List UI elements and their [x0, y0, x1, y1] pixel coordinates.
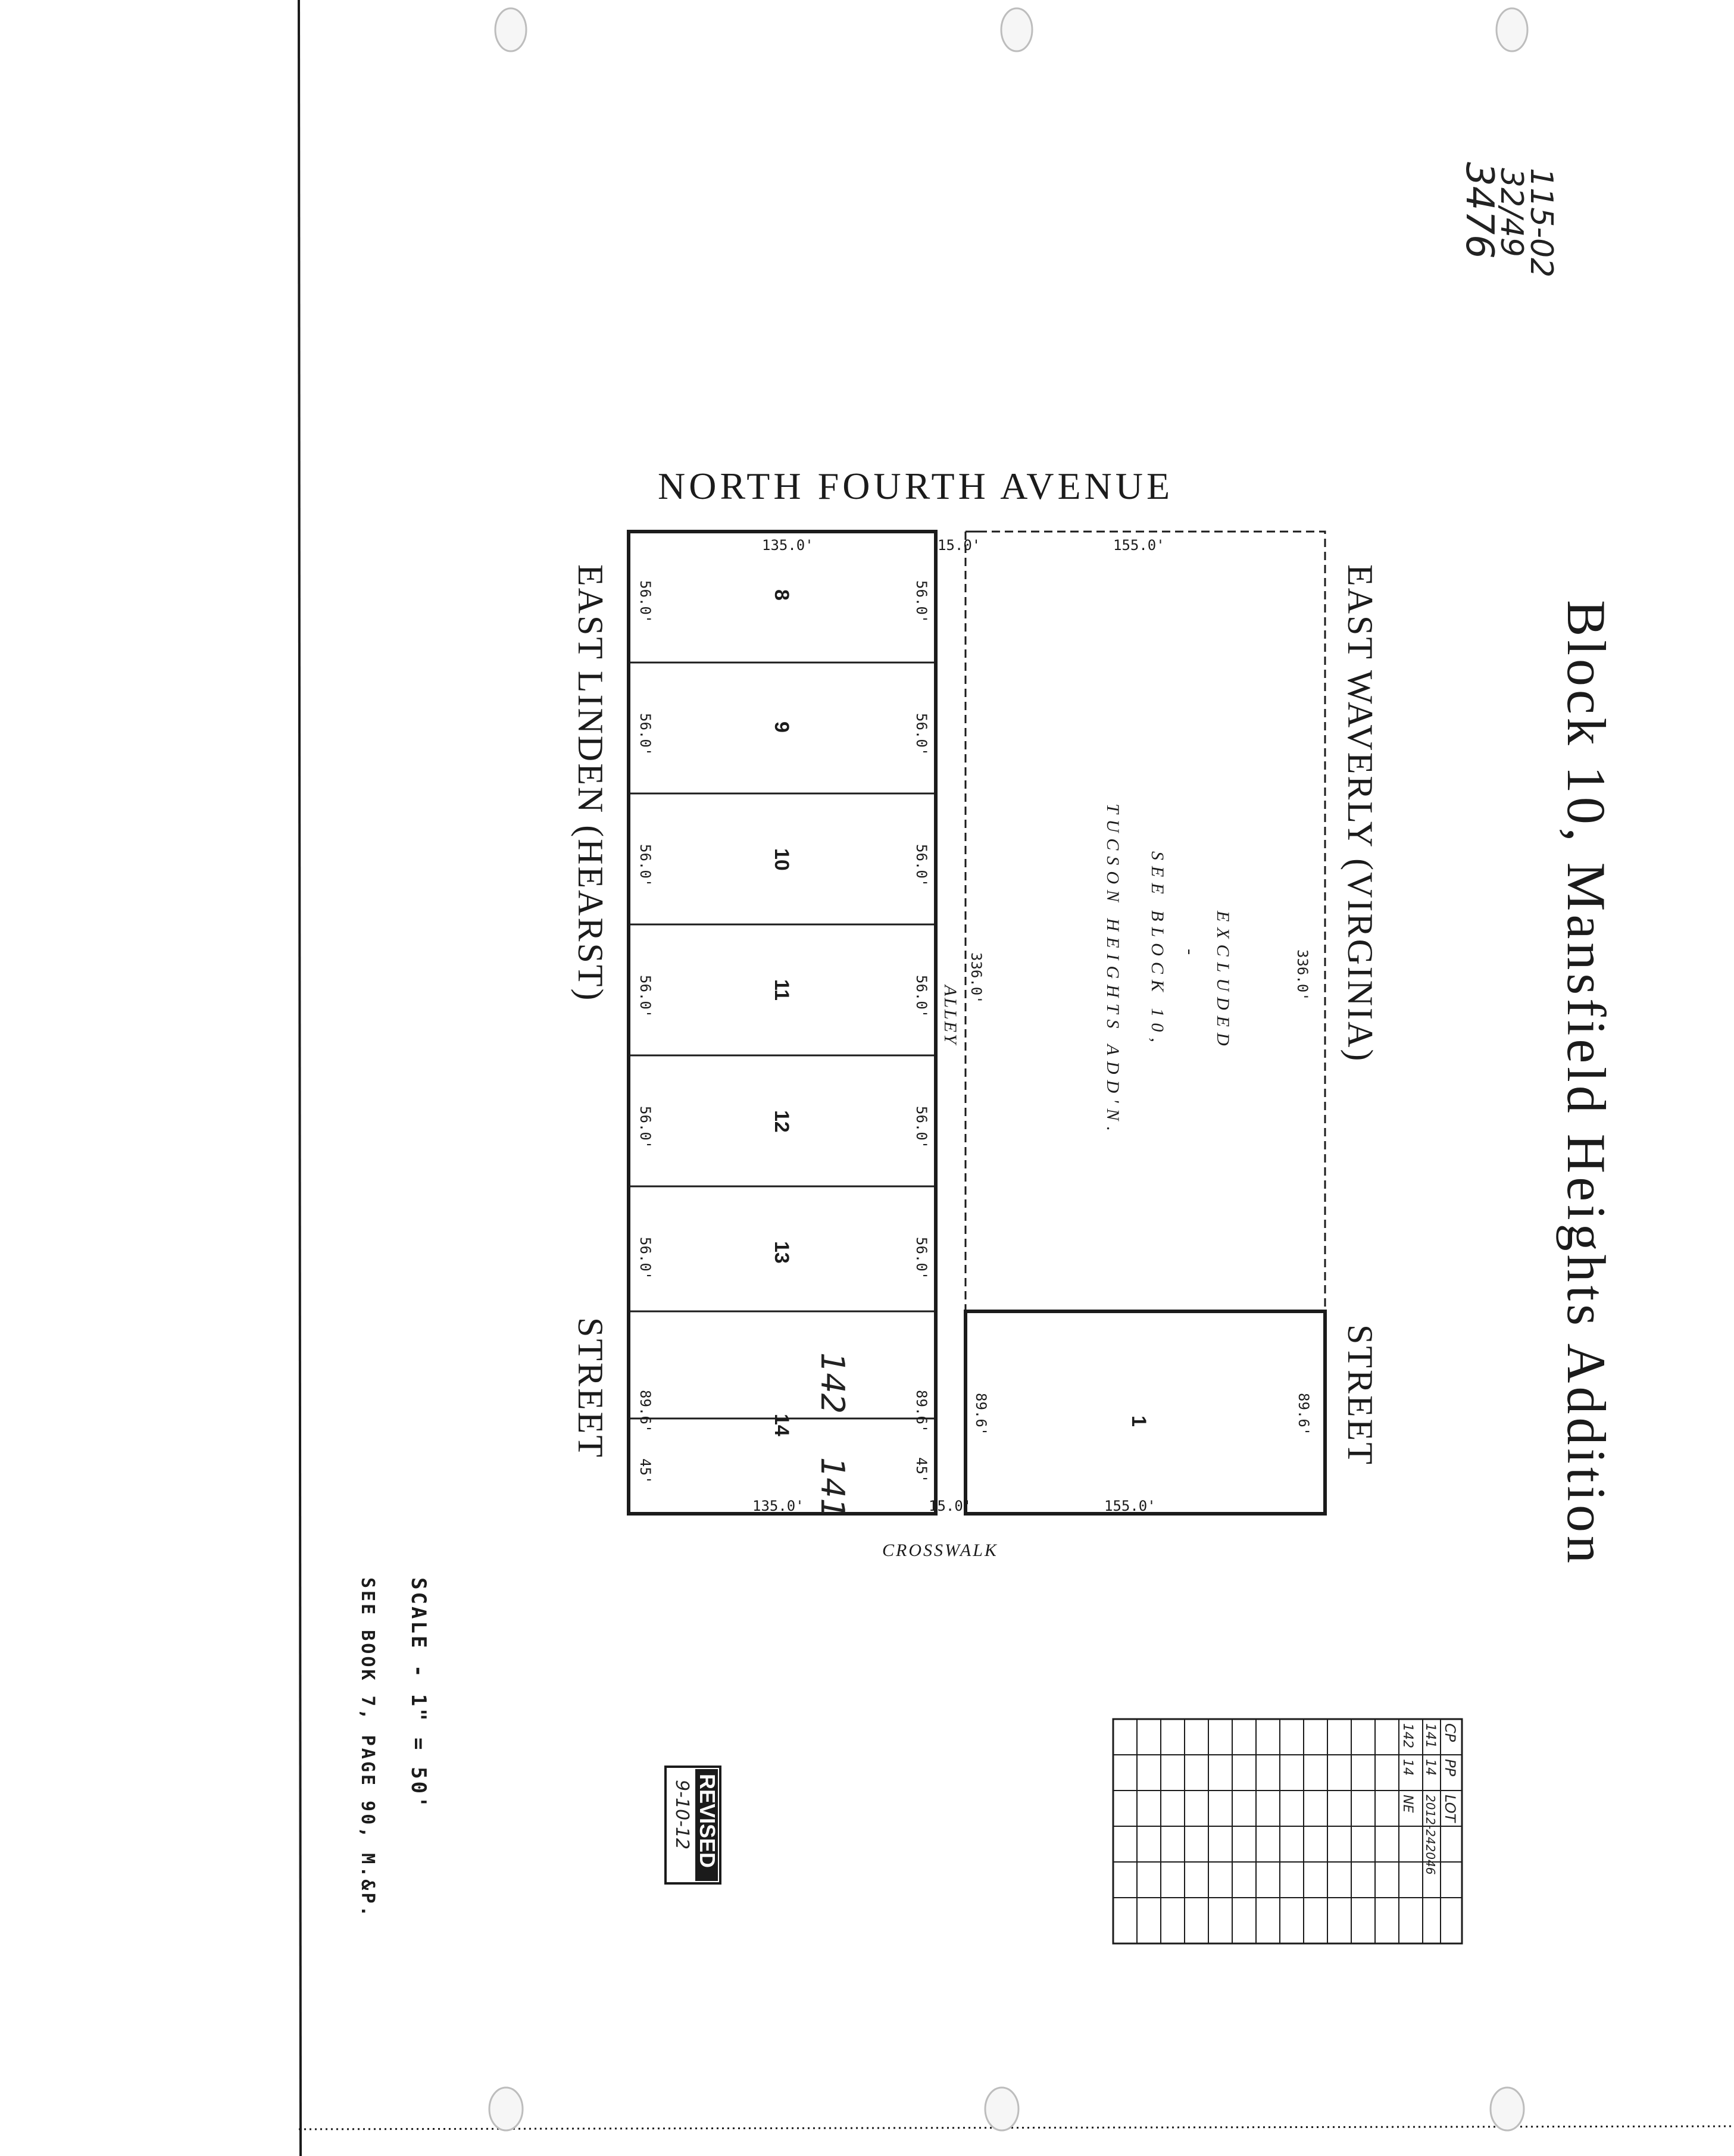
stamp-date: 9-10-12 [671, 1780, 692, 1850]
dim-lot-back: 56.0' [913, 713, 930, 757]
excluded-line2: - [1180, 949, 1200, 961]
dim-lot-depth-bottom: 135.0' [752, 1498, 804, 1514]
revised-stamp [666, 1767, 720, 1883]
dim-north-parcel-bottom: 155.0' [1104, 1498, 1156, 1514]
dim-lot-front: 56.0' [637, 975, 654, 1018]
street-east-waverly: EAST WAVERLY (VIRGINIA) [1341, 564, 1380, 1063]
excluded-line3: SEE BLOCK 10, [1148, 851, 1167, 1048]
file-ref-line1: 115-02 [1523, 168, 1559, 278]
dim-lot-front: 56.0' [637, 580, 654, 624]
alley-label: ALLEY [941, 985, 960, 1046]
dim-alley-width-top: 15.0' [938, 537, 981, 554]
lot-number: 9 [770, 721, 793, 733]
excluded-line4: TUCSON HEIGHTS ADD'N. [1103, 804, 1123, 1138]
binder-hole [1491, 2088, 1524, 2130]
table-header-pp: PP [1442, 1759, 1458, 1776]
table-cell: 14 [1423, 1759, 1438, 1776]
street-east-linden: EAST LINDEN (HEARST) [571, 564, 610, 1002]
table-cell: 142 [1400, 1723, 1415, 1748]
table-cell: 141 [1423, 1723, 1438, 1748]
lot-number: 8 [770, 589, 793, 601]
dim-lot-back: 56.0' [913, 1237, 930, 1280]
map-title: Block 10, Mansfield Heights Addition [1556, 600, 1617, 1567]
crosswalk-label: CROSSWALK [882, 1541, 998, 1560]
dim-lot-depth-top: 135.0' [762, 537, 814, 554]
binder-hole [489, 2088, 523, 2130]
dim-alley-width-bottom: 15.0' [929, 1498, 972, 1514]
street-linden-suffix: STREET [571, 1317, 610, 1459]
lot-number: 13 [770, 1241, 793, 1264]
lot-number: 1 [1127, 1416, 1150, 1427]
dim-lot14-back: 89.6' [913, 1390, 930, 1433]
dim-lot-back: 56.0' [913, 1106, 930, 1149]
dim-lot-front: 56.0' [637, 1237, 654, 1280]
stamp-word: REVISED [695, 1774, 720, 1868]
table-cell: NE [1400, 1795, 1415, 1813]
dim-lot-front: 56.0' [637, 713, 654, 757]
file-ref-line2: 32/49 [1494, 168, 1529, 257]
binder-hole [1001, 8, 1032, 51]
table-cell: 14 [1400, 1759, 1415, 1776]
lot-number: 11 [770, 979, 793, 1001]
lot-number: 12 [770, 1110, 793, 1133]
scale-note: SCALE - 1" = 50' [407, 1577, 430, 1811]
dim-lot1-back: 89.6' [1295, 1393, 1312, 1436]
parcel-number-141: 141 [814, 1457, 851, 1519]
excluded-line1: EXCLUDED [1213, 911, 1233, 1052]
street-north-fourth-avenue: NORTH FOURTH AVENUE [658, 465, 1174, 507]
binder-hole [1496, 8, 1527, 51]
dim-lot-front: 56.0' [637, 1106, 654, 1149]
lot-number: 10 [770, 848, 793, 871]
dim-lot1-front: 89.6' [973, 1393, 989, 1436]
dim-lot-back: 56.0' [913, 844, 930, 888]
dim-lot14-split-a: 45' [637, 1458, 654, 1485]
dim-lot-back: 56.0' [913, 580, 930, 624]
table-cell: 2012-242046 [1423, 1795, 1438, 1875]
binder-hole [495, 8, 526, 51]
dim-lot-front: 56.0' [637, 844, 654, 888]
lot-number: 14 [770, 1414, 793, 1436]
street-waverly-suffix: STREET [1341, 1324, 1380, 1466]
file-ref-line3: 3476 [1457, 162, 1501, 259]
parcel-number-142: 142 [814, 1352, 851, 1414]
dim-lot14-split-b: 45' [913, 1457, 930, 1483]
dim-waverly-length: 336.0' [1294, 949, 1311, 1001]
table-header-cp: CP [1442, 1723, 1458, 1742]
dim-lot-back: 56.0' [913, 975, 930, 1018]
dim-north-parcel-top: 155.0' [1113, 537, 1165, 554]
binder-hole [985, 2088, 1018, 2130]
dim-lot14-front: 89.6' [637, 1390, 654, 1433]
dim-alley-length: 336.0' [968, 952, 985, 1004]
table-header-lot: LOT [1442, 1795, 1458, 1823]
book-reference: SEE BOOK 7, PAGE 90, M.&P. [357, 1577, 378, 1919]
